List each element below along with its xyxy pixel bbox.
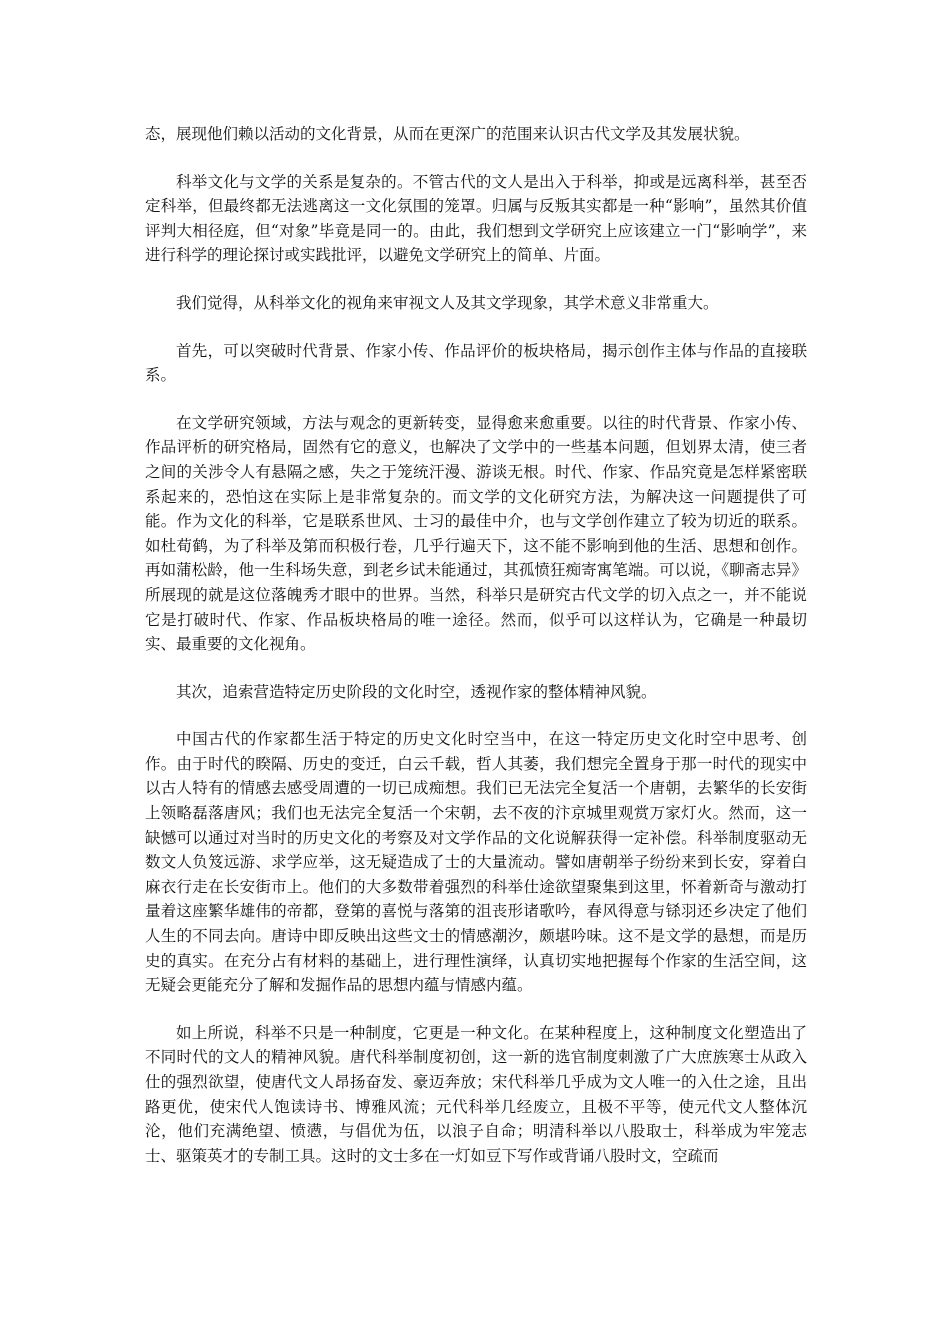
paragraph-continuation: 态，展现他们赖以活动的文化背景，从而在更深广的范围来认识古代文学及其发展状貌。 (145, 125, 750, 143)
paragraph-research-methods: 在文学研究领域，方法与观念的更新转变，显得愈来愈重要。以往的时代背景、作家小传、作品评析的研究格局，固然有它的意义，也解决了文学中的一些基本问题，但划界太清，使三者之间的关涉令人有悬隔之感，失之于笼统汗漫、游谈无根。时代、作家、作品究竟是怎样紧密联系起来的，恐怕这在实际上是非常复杂的。而文学的文化研究方法，为解决这一问题提供了可能。作为文化的科举，它是联系世风、士习的最佳中介，也与文学创作建立了较为切近的联系。如杜荀鹤，为了科举及第而积极行卷，几乎行遍天下，这不能不影响到他的生活、思想和创作。再如蒲松龄，他一生科场失意，到老乡试未能通过，其孤愤狂痴寄寓笔端。可以说，《聊斋志异》所展现的就是这位落魄秀才眼中的世界。当然，科举只是研究古代文学的切入点之一，并不能说它是打破时代、作家、作品板块格局的唯一途径。然而，似乎可以这样认为，它确是一种最切实、最重要的文化视角。 (145, 413, 807, 654)
paragraph-keju-as-culture: 如上所说，科举不只是一种制度，它更是一种文化。在某种程度上，这种制度文化塑造出了不同时代的文人的精神风貌。唐代科举制度初创，这一新的选官制度刺激了广大庶族寒士从政入仕的强烈欲望，使唐代文人昂扬奋发、豪迈奔放；宋代科举几乎成为文人唯一的入仕之途，且出路更优，使宋代人饱读诗书、博雅风流；元代科举几经废立，且极不平等，使元代文人整体沉沦，他们充满绝望、愤懑，与倡优为伍，以浪子自命；明清科举以八股取士，科举成为牢笼志士、驱策英才的专制工具。这时的文士多在一灯如豆下写作或背诵八股时文，空疏而 (145, 1023, 807, 1165)
paragraph-first-point: 首先，可以突破时代背景、作家小传、作品评价的板块格局，揭示创作主体与作品的直接联系。 (145, 341, 807, 385)
paragraph-keju-literature-relation: 科举文化与文学的关系是复杂的。不管古代的文人是出入于科举，抑或是远离科举，甚至否定科举，但最终都无法逃离这一文化氛围的笼罩。归属与反叛其实都是一种“影响”，虽然其价值评判大相径庭，但“对象”毕竟是同一的。由此，我们想到文学研究上应该建立一门“影响学”，来进行科学的理论探讨或实践批评，以避免文学研究上的简单、片面。 (145, 172, 807, 265)
paragraph-second-point: 其次，追索营造特定历史阶段的文化时空，透视作家的整体精神风貌。 (176, 682, 657, 701)
paragraph-academic-significance: 我们觉得，从科举文化的视角来审视文人及其文学现象，其学术意义非常重大。 (176, 293, 719, 312)
document-page (145, 122, 807, 1191)
paragraph-historical-space: 中国古代的作家都生活于特定的历史文化时空当中，在这一特定历史文化时空中思考、创作。由于时代的睽隔、历史的变迁，白云千载，哲人其萎，我们想完全置身于那一时代的现实中以古人特有的情感去感受周遭的一切已成痴想。我们已无法完全复活一个唐朝，去繁华的长安街上领略磊落唐风；我们也无法完全复活一个宋朝，去不夜的汴京城里观赏万家灯火。然而，这一缺憾可以通过对当时的历史文化的考察及对文学作品的文化说解获得一定补偿。科举制度驱动无数文人负笈远游、求学应举，这无疑造成了士的大量流动。譬如唐朝举子纷纷来到长安，穿着白麻衣行走在长安街市上。他们的大多数带着强烈的科举仕途欲望聚集到这里，怀着新奇与激动打量着这座繁华雄伟的帝都，登第的喜悦与落第的沮丧形诸歌吟，春风得意与铩羽还乡决定了他们人生的不同去向。唐诗中即反映出这些文士的情感潮汐，颇堪吟味。这不是文学的悬想，而是历史的真实。在充分占有材料的基础上，进行理性演绎，认真切实地把握每个作家的生活空间，这无疑会更能充分了解和发掘作品的思想内蕴与情感内蕴。 (145, 730, 807, 995)
